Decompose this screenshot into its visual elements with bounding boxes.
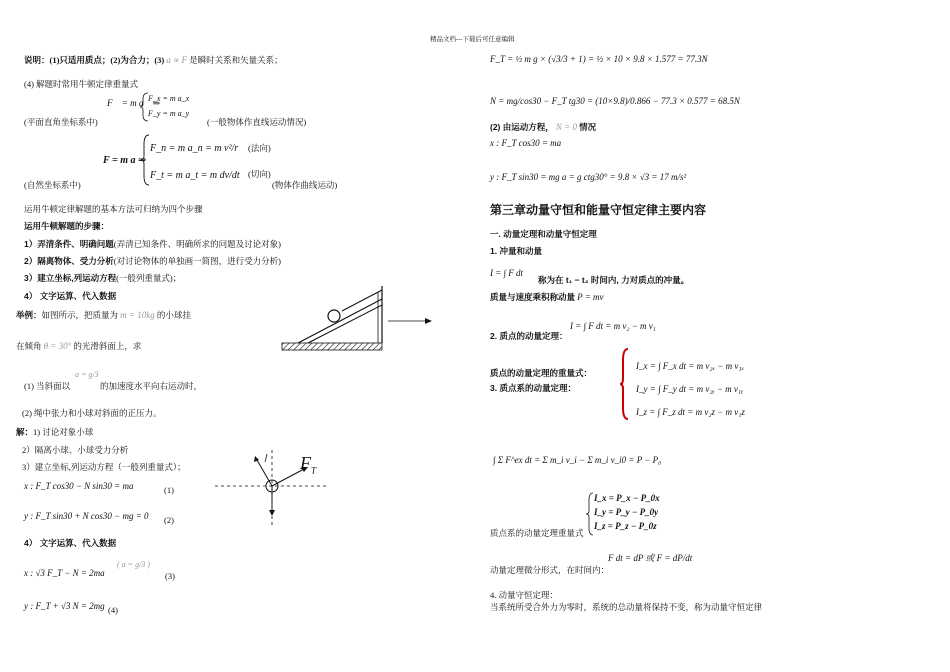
step-1 — [24, 240, 281, 250]
eq-3-extra: ( a = g/3 ) — [117, 560, 150, 569]
section-1: 一. 动量定理和动量守恒定理 — [490, 229, 597, 239]
diff-eq: F dt = dP 或 F = dP/dt — [608, 553, 693, 563]
step-2 — [24, 257, 281, 267]
sys-comp-label: 质点系的动量定理重量式 — [490, 528, 584, 538]
comp-y: I_y = ∫ F_y dt = m v₂ᵧ − m v₁ᵧ — [636, 384, 744, 394]
subsection-1: 1. 冲量和动量 — [490, 246, 542, 256]
r-eq-2: N = mg/cos30 − F_T tg30 = (10×9.8)/0.866 − 77.3 × 0.577 = 68.5N — [490, 96, 740, 106]
eq-3: x : √3 F_T − N = 2ma — [24, 568, 105, 578]
example-line-2 — [16, 341, 141, 352]
impulse-desc: 称为在 t₁ − t₂ 时间内, 力对质点的冲量。 — [538, 275, 690, 285]
example-text-3: 在倾角 — [16, 341, 42, 351]
eq-2: y : F_T sin30 + N cos30 − mg = 0 — [24, 511, 149, 521]
nat-eq-t: F_t = m a_t = m dv/dt — [150, 170, 240, 181]
sol-line-4: 4） 文字运算、代入数据 — [24, 538, 117, 548]
sol-line-2: 2）隔离小球、小球受力分析 — [22, 445, 129, 455]
eq-2-tag: (2) — [164, 515, 174, 525]
step-2-bold: 2）隔离物体、受力分析 — [24, 256, 114, 266]
comp-label: 质点的动量定理的重量式： — [490, 368, 593, 378]
r-case-2-math: N = 0 — [555, 122, 577, 132]
nat-eq-lhs: F = m a ⇒ — [103, 155, 147, 166]
sol-line-1 — [16, 428, 93, 438]
header-watermark: 精品文档---下载后可任意编辑 — [430, 36, 515, 43]
r-case-2-bold: (2) 由运动方程， — [490, 122, 554, 132]
sol-text-1: 1) 讨论对象小球 — [33, 427, 94, 437]
example-mass: m = 10kg — [120, 310, 155, 320]
nat-eq-n: F_n = m a_n = m v²/r — [150, 143, 239, 154]
chapter-title: 第三章动量守恒和能量守恒定律主要内容 — [490, 203, 707, 217]
sol-bold: 解： — [16, 427, 34, 437]
ft-label-main: F — [300, 453, 311, 473]
step-1-note: (弄清已知条件、明确所求的问题及讨论对象) — [113, 239, 281, 249]
impulse-eq: I = ∫ F dt — [490, 268, 524, 278]
r-case-2 — [490, 122, 596, 133]
ft-label — [300, 453, 316, 476]
diff-label: 动量定理微分形式，在时间内： — [490, 565, 610, 575]
cart-eq-lhs: F⃗ = m a⃗ ⇒ — [107, 98, 161, 108]
cart-eq-y: F_y = m a_y — [148, 109, 190, 118]
note-formula: a ∝ F — [166, 55, 187, 65]
nat-label: (自然坐标系中) — [24, 180, 81, 190]
step-4: 4） 文字运算、代入数据 — [24, 291, 117, 301]
q2-line: (2) 绳中张力和小球对斜面的正压力。 — [22, 408, 162, 418]
sol-line-3: 3）建立坐标,列运动方程（一般列重量式）； — [22, 462, 186, 472]
step-3-bold: 3）建立坐标,列运动方程 — [24, 273, 117, 283]
example-theta: θ = 30° — [43, 341, 72, 351]
eq-4: y : F_T + √3 N = 2mg — [24, 601, 105, 611]
step-2-note: (对讨论物体的单独画一简图，进行受力分析) — [113, 256, 281, 266]
example-text-2: 的小球挂 — [156, 310, 191, 320]
subsection-2-eq: I = ∫ F dt = m v₂ − m v₁ — [570, 321, 656, 331]
nat-eq-n-note: (法向) — [248, 143, 271, 153]
r-case-2-tail: 情况 — [579, 122, 597, 132]
nat-note: (物体作曲线运动) — [272, 180, 338, 190]
subsection-4: 4. 动量守恒定理： — [490, 590, 559, 600]
example-line — [16, 310, 191, 321]
comp-brace — [620, 348, 630, 420]
comp-z: I_z = ∫ F_z dt = m v₂z − m v₁z — [636, 407, 745, 417]
q1-text-b: 的加速度水平向右运动时， — [100, 381, 203, 391]
steps-title: 运用牛顿解题的步骤： — [24, 221, 110, 231]
r-eq-4: y : F_T sin30 = mg a = g ctg30° = 9.8 × √3 = 17 m/s² — [490, 172, 687, 182]
momentum-eq: P = mv — [577, 292, 604, 302]
momentum-desc: 质量与速度乘积称动量 — [490, 292, 576, 302]
note-text: 说明：(1)只适用质点；(2)为合力；(3) — [24, 55, 165, 65]
note-tail: 是瞬时关系和矢量关系； — [189, 55, 283, 65]
eq-4-tag: (4) — [108, 605, 118, 615]
item4-label: (4) 解题时常用牛顿定律重量式 — [24, 79, 139, 89]
eq-1-tag: (1) — [164, 485, 174, 495]
sys-brace — [586, 492, 594, 536]
cart-label: (平面直角坐标系中) — [24, 117, 98, 127]
subsection-4-desc: 当系统所受合外力为零时，系统的总动量将保持不变，称为动量守恒定律 — [490, 602, 763, 612]
method-line: 运用牛顿定律解题的基本方法可归纳为四个步骤 — [24, 204, 203, 214]
r-eq-3: x : F_T cos30 = ma — [490, 138, 562, 148]
cart-note: (一般物体作直线运动情况) — [207, 117, 307, 127]
momentum-line — [490, 292, 604, 303]
note-line — [24, 55, 283, 66]
subsection-2: 2. 质点的动量定理： — [490, 331, 568, 341]
example-text-1: 如图所示，把质量为 — [41, 310, 119, 320]
subsection-3: 3. 质点系的动量定理： — [490, 383, 576, 393]
example-text-4: 的光滑斜面上，求 — [73, 341, 142, 351]
eq-1: x : F_T cos30 − N sin30 = ma — [24, 481, 134, 491]
step-3-note: (一般列重量式)； — [116, 273, 182, 283]
sys-y: I_y = P_y − P_0y — [594, 507, 659, 517]
comp-x: I_x = ∫ F_x dt = m v₂ₓ − m v₁ₓ — [636, 361, 745, 371]
incline-diagram — [282, 282, 432, 352]
ft-label-sub: T — [311, 465, 317, 476]
eq-3-tag: (3) — [165, 571, 175, 581]
sys-z: I_z = P_z − P_0z — [594, 521, 657, 531]
q1-text-a: (1) 当斜面以 — [24, 381, 71, 391]
sys-x: I_x = P_x − P_0x — [594, 493, 660, 503]
r-eq-1: F_T = ½ m g × (√3/3 + 1) = ½ × 10 × 9.8 × 1.577 = 77.3N — [490, 54, 708, 64]
cart-eq-x: F_x = m a_x — [148, 94, 190, 103]
step-1-bold: 1）弄清条件、明确问题 — [24, 239, 114, 249]
nat-eq-t-note: (切向) — [248, 169, 271, 179]
example-bold: 举例： — [16, 310, 42, 320]
step-3 — [24, 274, 181, 284]
system-eq: ∫ Σ F^ex dt = Σ m_i v_i − Σ m_i v_i0 = P − P₀ — [493, 455, 662, 465]
q1-line — [24, 382, 70, 392]
q1-formula: a = g/3 — [75, 370, 99, 379]
